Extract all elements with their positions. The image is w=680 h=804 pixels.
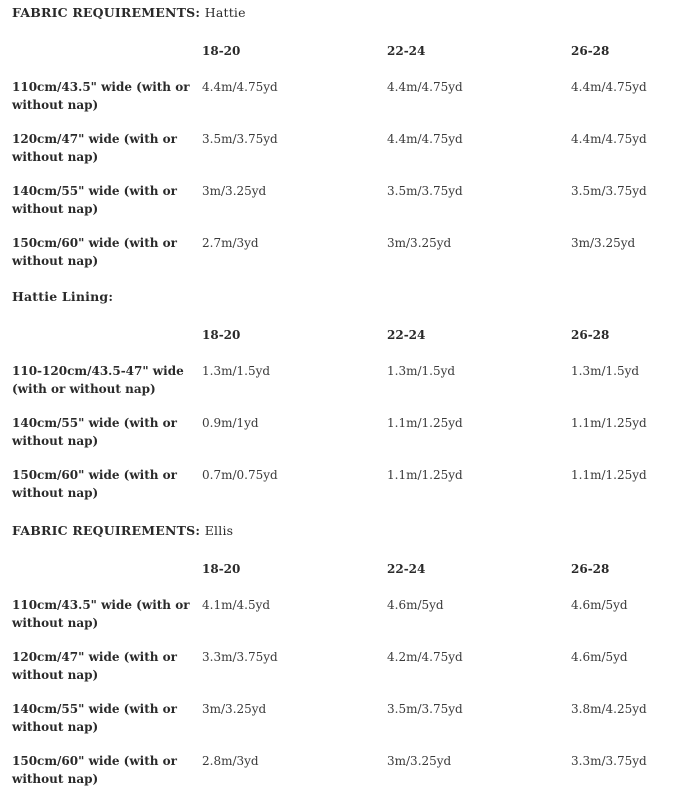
cell-value: 3m/3.25yd [387,236,452,250]
row-label: 140cm/55" wide (with or without nap) [12,416,177,448]
cell-value: 4.6m/5yd [571,650,628,664]
header-size: 18-20 [202,562,241,576]
row-label: 110-120cm/43.5-47" wide (with or without nap) [12,364,184,396]
table-row [12,414,672,466]
cell-value: 1.3m/1.5yd [202,364,271,378]
cell-value: 4.6m/5yd [571,598,628,612]
header-size: 22-24 [387,562,426,576]
cell-value: 1.1m/1.25yd [387,416,463,430]
header-blank [12,560,202,596]
header-size: 22-24 [387,328,426,342]
cell-value: 3m/3.25yd [387,754,452,768]
cell-value: 2.8m/3yd [202,754,259,768]
table-row [12,700,672,752]
row-label: 150cm/60" wide (with or without nap) [12,754,177,786]
table-header-row [12,42,672,78]
table-row [12,752,672,804]
fabric-requirements-hattie [12,5,672,268]
cell-value: 3.3m/3.75yd [571,754,647,768]
table-row [12,182,672,234]
header-size: 18-20 [202,44,241,58]
cell-value: 3m/3.25yd [202,702,267,716]
cell-value: 3m/3.25yd [571,236,636,250]
cell-value: 4.4m/4.75yd [387,132,463,146]
cell-value: 1.1m/1.25yd [571,468,647,482]
cell-value: 1.1m/1.25yd [571,416,647,430]
cell-value: 0.9m/1yd [202,416,259,430]
cell-value: 3m/3.25yd [202,184,267,198]
cell-value: 4.1m/4.5yd [202,598,271,612]
cell-value: 3.8m/4.25yd [571,702,647,716]
table-row [12,466,672,518]
row-label: 140cm/55" wide (with or without nap) [12,184,177,216]
cell-value: 0.7m/0.75yd [202,468,278,482]
row-label: 110cm/43.5" wide (with or without nap) [12,80,190,112]
cell-value: 4.4m/4.75yd [571,132,647,146]
row-label: 120cm/47" wide (with or without nap) [12,132,177,164]
section-title [12,5,672,20]
table-header-row [12,326,672,362]
cell-value: 2.7m/3yd [202,236,259,250]
section-title-text: Hattie Lining: [12,289,114,304]
row-label: 120cm/47" wide (with or without nap) [12,650,177,682]
table-row [12,234,672,286]
section-title-text: FABRIC REQUIREMENTS: [12,523,201,538]
section-title [12,523,672,538]
cell-value: 3.5m/3.75yd [387,702,463,716]
section-subtitle: Hattie [204,5,246,20]
requirements-table [12,560,672,804]
hattie-lining [12,289,672,500]
row-label: 140cm/55" wide (with or without nap) [12,702,177,734]
header-size: 26-28 [571,44,610,58]
table-row [12,362,672,414]
cell-value: 1.3m/1.5yd [571,364,640,378]
requirements-table [12,326,672,518]
section-title [12,289,672,304]
cell-value: 3.5m/3.75yd [387,184,463,198]
table-row [12,78,672,130]
cell-value: 3.3m/3.75yd [202,650,278,664]
row-label: 150cm/60" wide (with or without nap) [12,236,177,268]
header-size: 26-28 [571,562,610,576]
cell-value: 1.3m/1.5yd [387,364,456,378]
table-header-row [12,560,672,596]
cell-value: 1.1m/1.25yd [387,468,463,482]
section-subtitle: Ellis [204,523,234,538]
header-size: 18-20 [202,328,241,342]
header-size: 26-28 [571,328,610,342]
table-row [12,596,672,648]
row-label: 110cm/43.5" wide (with or without nap) [12,598,190,630]
section-title-text: FABRIC REQUIREMENTS: [12,5,201,20]
cell-value: 3.5m/3.75yd [202,132,278,146]
cell-value: 4.6m/5yd [387,598,444,612]
requirements-table [12,42,672,286]
header-blank [12,42,202,78]
table-row [12,648,672,700]
fabric-requirements-ellis [12,523,672,786]
table-row [12,130,672,182]
cell-value: 4.2m/4.75yd [387,650,463,664]
cell-value: 4.4m/4.75yd [571,80,647,94]
header-blank [12,326,202,362]
row-label: 150cm/60" wide (with or without nap) [12,468,177,500]
cell-value: 4.4m/4.75yd [202,80,278,94]
cell-value: 4.4m/4.75yd [387,80,463,94]
cell-value: 3.5m/3.75yd [571,184,647,198]
header-size: 22-24 [387,44,426,58]
